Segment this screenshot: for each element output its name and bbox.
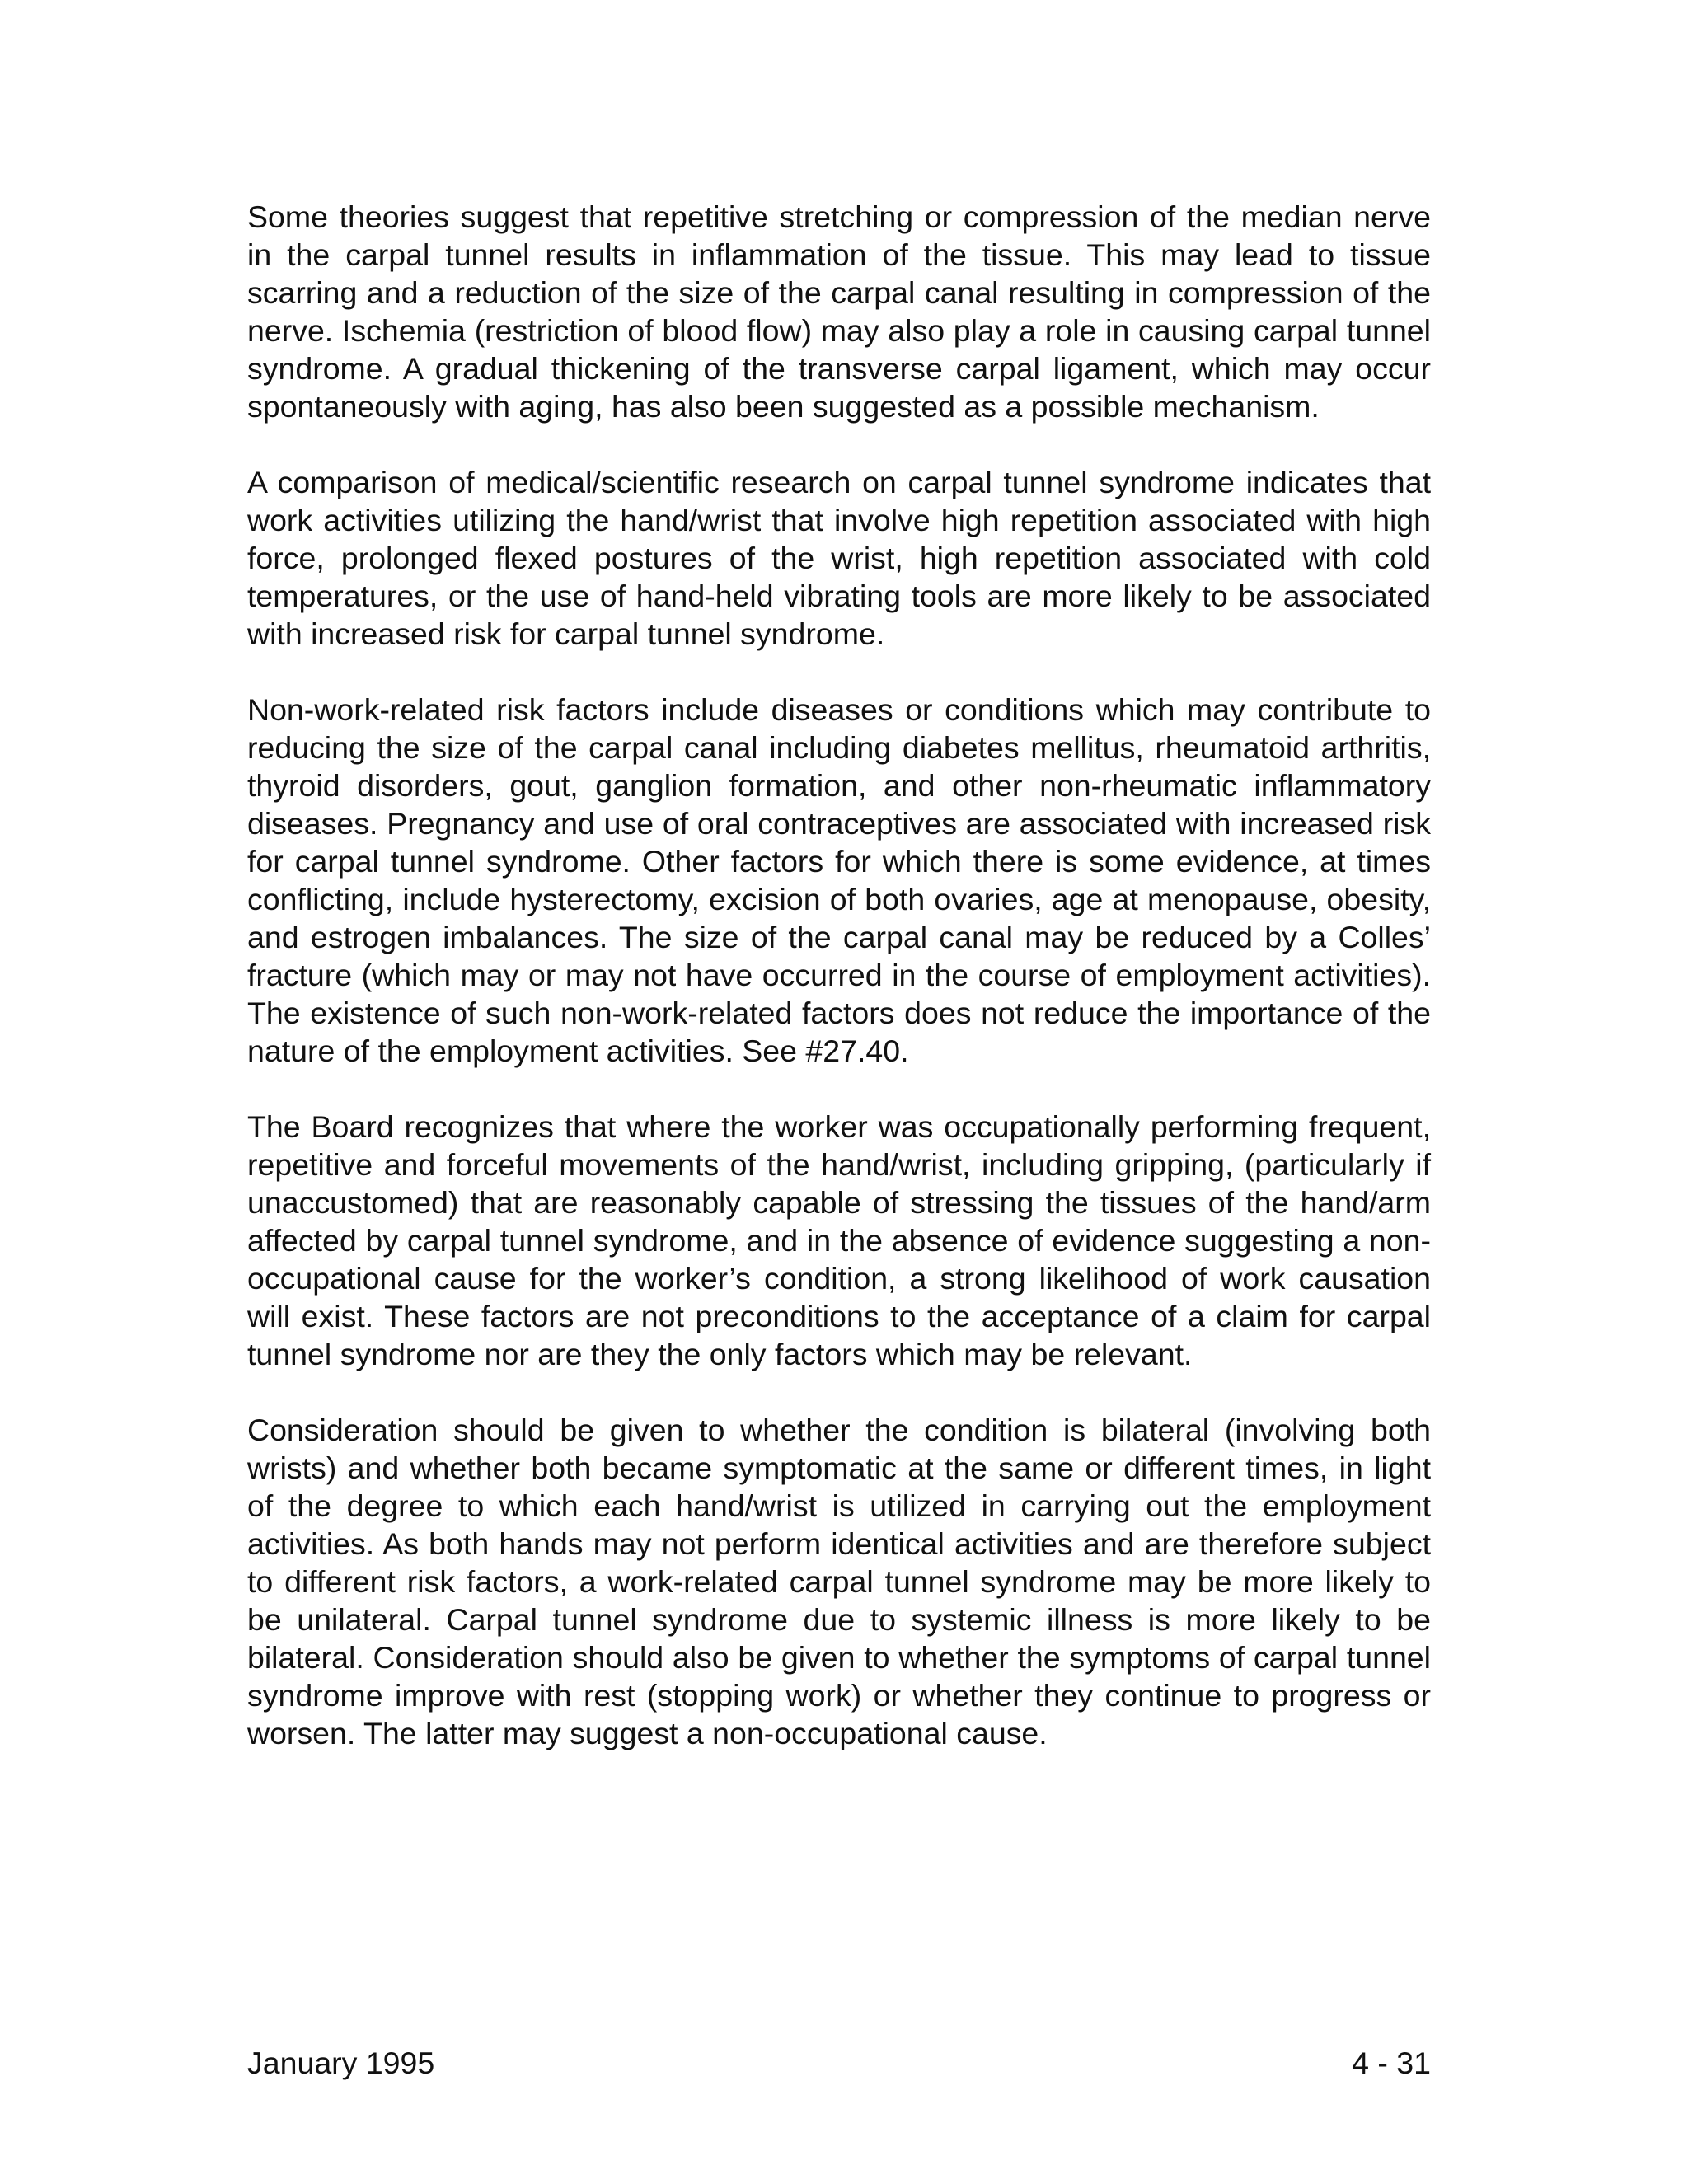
paragraph-mechanism: Some theories suggest that repetitive stretching or compression of the median nerve in the carpal tunnel results in inflammation of the tissue. This may lead to tissue scarring and a reduction of the size of the carpal canal resulting in compression of the nerve. Ischemia (restriction of blood flow) may also play a role in causing carpal tunnel syndrome. A gradual thickening of the transverse carpal ligament, which may occur spontaneously with aging, has also been suggested as a possible mechanism. <box>247 199 1431 424</box>
paragraph-board-recognition: The Board recognizes that where the worker was occupationally performing frequent, repetitive and forceful movements of the hand/wrist, including gripping, (particularly if unaccustomed) that are reasonably capable of stressing the tissues of the hand/arm affected by carpal tunnel syndrome, and in the absence of evidence suggesting a non-occupational cause for the worker’s condition, a strong likelihood of work causation will exist. These factors are not preconditions to the acceptance of a claim for carpal tunnel syndrome nor are they the only factors which may be relevant. <box>247 1109 1431 1371</box>
page-footer <box>247 2044 1431 2087</box>
paragraph-non-work-factors: Non-work-related risk factors include diseases or conditions which may contribute to reducing the size of the carpal canal including diabetes mellitus, rheumatoid arthritis, thyroid disorders, gout, ganglion formation, and other non-rheumatic inflammatory diseases. Pregnancy and use of oral contraceptives are associated with increased risk for carpal tunnel syndrome. Other factors for which there is some evidence, at times conflicting, include hysterectomy, excision of both ovaries, age at menopause, obesity, and estrogen imbalances. The size of the carpal canal may be reduced by a Colles’ fracture (which may or may not have occurred in the course of employment activities). The existence of such non-work-related factors does not reduce the importance of the nature of the employment activities. See #27.40. <box>247 692 1431 1068</box>
paragraph-research-comparison: A comparison of medical/scientific research on carpal tunnel syndrome indicates that work activities utilizing the hand/wrist that involve high repetition associated with high force, prolonged flexed postures of the wrist, high repetition associated with cold temperatures, or the use of hand-held vibrating tools are more likely to be associated with increased risk for carpal tunnel syndrome. <box>247 465 1431 651</box>
footer-page-number: 4 - 31 <box>1352 2046 1431 2080</box>
footer-date: January 1995 <box>247 2046 435 2080</box>
paragraph-bilateral-consideration: Consideration should be given to whether the condition is bilateral (involving both wrists) and whether both became symptomatic at the same or different times, in light of the degree to which each hand/wrist is utilized in carrying out the employment activities. As both hands may not perform identical activities and are therefore subject to different risk factors, a work-related carpal tunnel syndrome may be more likely to be unilateral. Carpal tunnel syndrome due to systemic illness is more likely to be bilateral. Consideration should also be given to whether the symptoms of carpal tunnel syndrome improve with rest (stopping work) or whether they continue to progress or worsen. The latter may suggest a non-occupational cause. <box>247 1413 1431 1750</box>
body-text <box>247 198 1431 1790</box>
